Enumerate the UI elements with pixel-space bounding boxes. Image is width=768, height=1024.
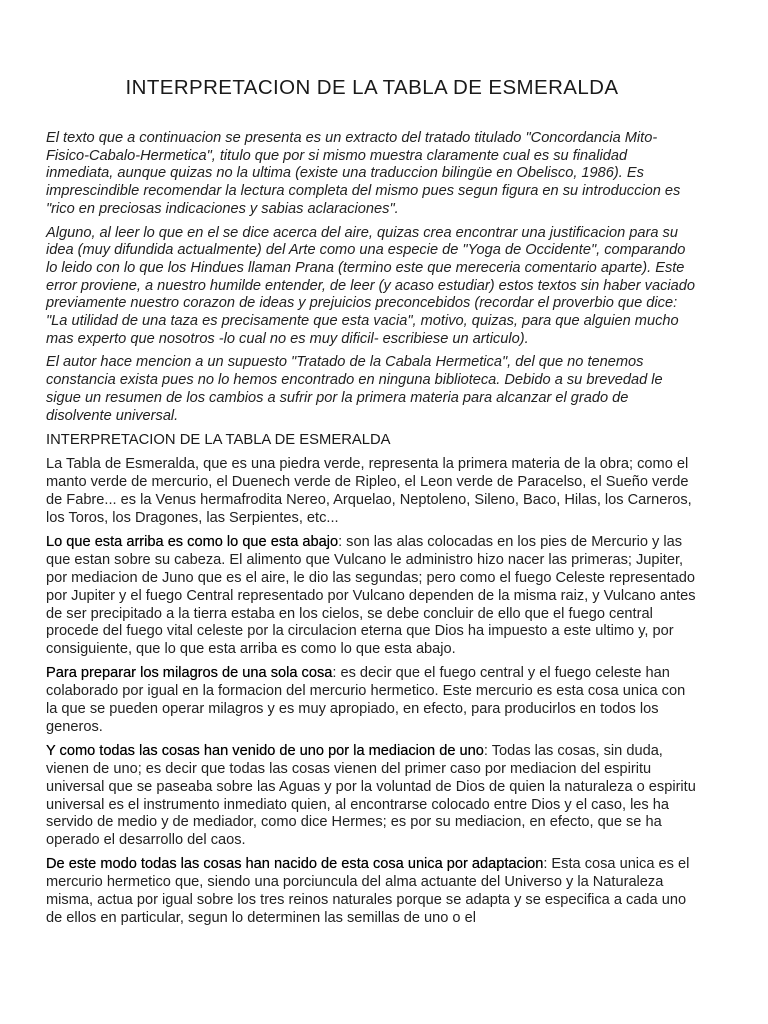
intro-paragraph: Alguno, al leer lo que en el se dice acerca del aire, quizas crea encontrar una justificacion para su idea (muy difundida actualmente) del Arte como una especie de "Yoga de Occidente", comparando lo leido con lo que los Hindues llaman Prana (termino este que mereceria comentario aparte). Este error proviene, a nuestro humilde entender, de leer (y acaso estudiar) estos textos sin haber vaciado previamente nuestro corazon de ideas y prejuicios preconcebidos (recordar el proverbio que dice: "La utilidad de una taza es precisamente que esta vacia", motivo, quizas, para que alguien mucho mas experto que nosotros -lo cual no es muy dificil- escribiese un articulo).	[46, 224, 695, 347]
paragraph-lead: Para preparar los milagros de una sola cosa	[46, 665, 333, 682]
paragraph-lead: Lo que esta arriba es como lo que esta abajo	[46, 533, 339, 550]
paragraph-text: La Tabla de Esmeralda, que es una piedra verde, representa la primera materia de la obra; como el manto verde de mercurio, el Duenech verde de Ripleo, el Leon verde de Paracelso, el Sueño verde de Fabre... es la Venus hermafrodita Nereo, Arquelao, Neptoleno, Sileno, Baco, Hilas, los Carneros, los Toros, los Dragones, las Serpientes, etc...	[46, 456, 692, 526]
intro-paragraph: El texto que a continuacion se presenta es un extracto del tratado titulado "Concordancia Mito-Fisico-Cabalo-Hermetica", titulo que por si mismo muestra claramente cual es su finalidad inmediata, aunque quizas no la ultima (existe una traduccion bilingüe en Obelisco, 1986). Es imprescindible recomendar la lectura completa del mismo pues segun figura en su introduccion es "rico en preciosas indicaciones y sabias aclaraciones".	[46, 130, 681, 217]
paragraph-text: : Esta cosa unica es el mercurio hermetico que, siendo una porciuncula del alma actuante del Universo y la Naturaleza misma, actua por igual sobre los tres reinos naturales porque se adapta y se especifica a cada uno de ellos en particular, segun lo determinen las semillas de uno o el	[46, 856, 690, 926]
body-paragraph	[46, 534, 698, 659]
paragraph-text: : Todas las cosas, sin duda, vienen de uno; es decir que todas las cosas vienen del primer caso por mediacion del espiritu universal que se paseaba sobre las Aguas y por la voluntad de Dios de quien la naturaleza o espiritu universal es el instrumento inmediato quien, al encontrarse colocado entre Dios y el caso, les ha servido de medio y de mediador, como dice Hermes; es por su mediacion, en efecto, que se ha operado el desarrollo del caos.	[46, 742, 696, 849]
body-paragraph	[46, 665, 698, 737]
intro-paragraph: El autor hace mencion a un supuesto "Tratado de la Cabala Hermetica", del que no tenemos constancia exista pues no lo hemos encontrado en ninguna biblioteca. Debido a su brevedad le sigue un resumen de los cambios a sufrir por la primera materia para alcanzar el grado de disolvente universal.	[46, 354, 663, 424]
body-paragraph	[46, 856, 698, 928]
paragraph-lead: Y como todas las cosas han venido de uno por la mediacion de uno	[46, 742, 484, 759]
paragraph-lead: De este modo todas las cosas han nacido de esta cosa unica por adaptacion	[46, 856, 544, 873]
paragraph-text: : son las alas colocadas en los pies de Mercurio y las que estan sobre su cabeza. El alimento que Vulcano le administro hizo nacer las primeras; Jupiter, por mediacion de Juno que es el aire, le dio las segundas; pero como el fuego Celeste representado por Jupiter y el fuego Central representado por Vulcano dependen de la misma raiz, y Vulcano antes de ser precipitado a la tierra estaba en los cielos, se debe concluir de ello que el fuego central procede del fuego vital celeste por la circulacion eterna que Dios ha impuesto a este ultimo y, por consiguiente, que lo que esta arriba es como lo que esta abajo.	[46, 533, 696, 658]
body-paragraph	[46, 456, 698, 528]
body-section	[46, 456, 698, 928]
section-heading: INTERPRETACION DE LA TABLA DE ESMERALDA	[46, 432, 391, 449]
document-page	[46, 74, 698, 934]
page-title: INTERPRETACION DE LA TABLA DE ESMERALDA	[125, 76, 619, 99]
body-paragraph	[46, 743, 698, 850]
paragraph-text: : es decir que el fuego central y el fuego celeste han colaborado por igual en la formacion del mercurio hermetico. Este mercurio es esta cosa unica con la que se pueden operar milagros y es muy apropiado, en efecto, para producirlos en todos los generos.	[46, 665, 686, 735]
intro-section	[46, 130, 698, 425]
